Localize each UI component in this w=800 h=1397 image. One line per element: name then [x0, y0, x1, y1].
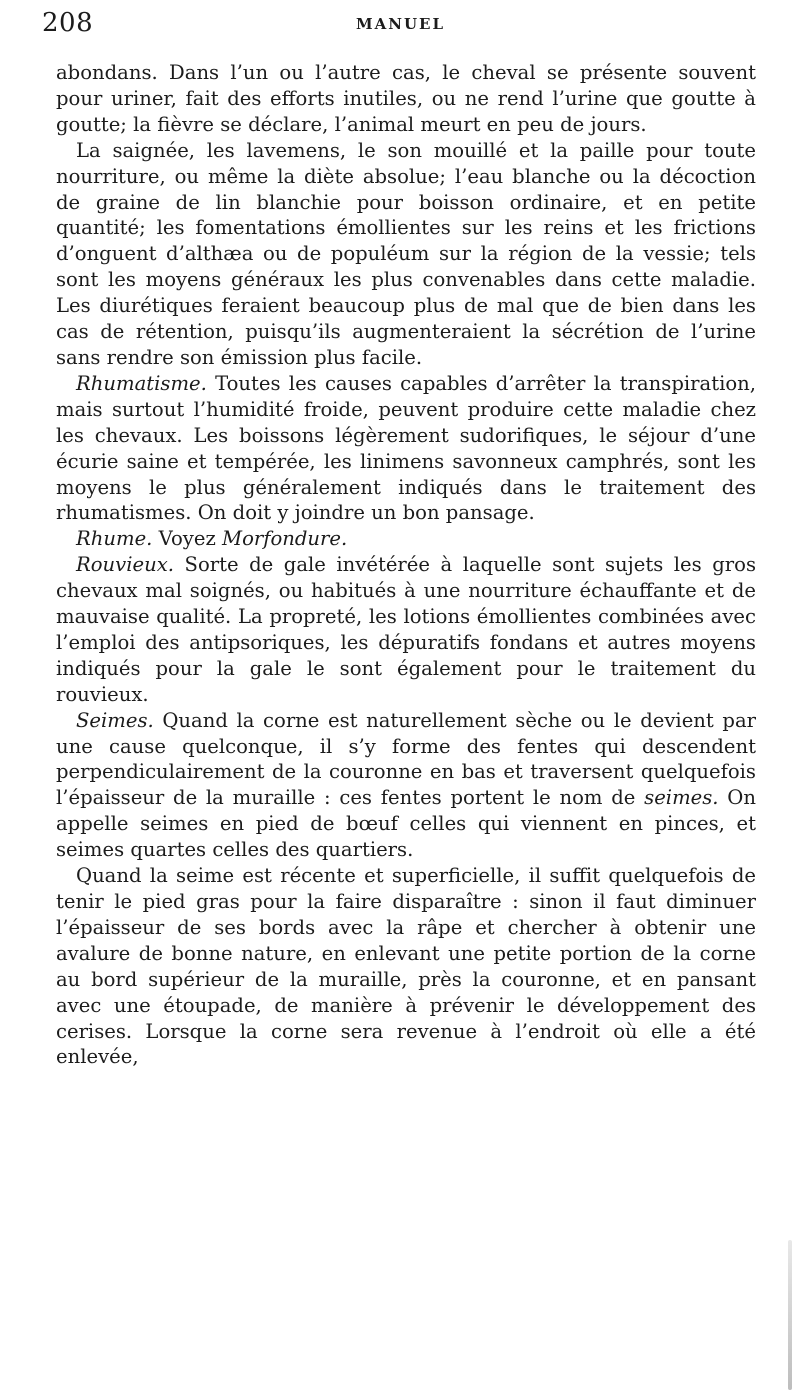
page-header	[42, 0, 756, 60]
entry-term-seimes: Seimes.	[76, 708, 154, 732]
paragraph-text-tail: On appelle seimes en pied de bœuf celles qui viennent en pinces, et seimes quartes celles des quartiers.	[56, 786, 756, 862]
page-edge-shadow	[788, 1240, 792, 1390]
page-number: 208	[42, 8, 94, 38]
paragraph-text: abondans. Dans l’un ou l’autre cas, le cheval se présente souvent pour uriner, fait des efforts inutiles, ou ne rend l’urine que goutte à goutte; la fièvre se déclare, l’animal meurt en peu de jours.	[56, 61, 756, 136]
entry-term-rhume: Rhume.	[76, 527, 153, 551]
entry-term-rhumatisme: Rhumatisme.	[76, 371, 207, 395]
paragraph-seimes	[56, 708, 756, 863]
running-head: MANUEL	[356, 15, 446, 33]
body-text	[56, 60, 756, 1070]
cross-reference-morfondure: Morfondure.	[222, 527, 348, 551]
paragraph-text: Quand la seime est récente et superficielle, il suffit quelquefois de tenir le pied gras pour la faire disparaître : sinon il faut diminuer l’épaisseur de ses bords avec la râpe et chercher à obtenir une avalure de bonne nature, en enlevant une petite portion de la corne au bord supérieur de la muraille, près la couronne, et en pansant avec une étoupade, de manière à prévenir le développement des cerises. Lorsque la corne sera revenue à l’endroit où elle a été enlevée,	[56, 864, 756, 1069]
paragraph-text: Quand la corne est naturellement sèche ou le devient par une cause quelconque, il s’y forme des fentes qui descendent perpendiculairement de la couronne en bas et traversent quelquefois l’épaisseur de la muraille : ces fentes portent le nom de	[56, 708, 756, 810]
paragraph-text: Sorte de gale invétérée à laquelle sont sujets les gros chevaux mal soignés, ou habitués à une nourriture échauffante et de mauvaise qualité. La propreté, les lotions émollientes combinées avec l’emploi des antipsoriques, les dépuratifs fondans et autres moyens indiqués pour la gale le sont également pour le traitement du rouvieux.	[56, 553, 756, 706]
paragraph-urine-continuation	[56, 60, 756, 138]
paragraph-text: Toutes les causes capables d’arrêter la transpiration, mais surtout l’humidité froide, peuvent produire cette maladie chez les chevaux. Les boissons légèrement sudorifiques, le séjour d’une écurie saine et tempérée, les linimens savonneux camphrés, sont les moyens le plus généralement indiqués dans le traitement des rhumatismes. On doit y joindre un bon pansage.	[56, 371, 756, 525]
entry-term-rouvieux: Rouvieux.	[76, 553, 174, 577]
paragraph-text: Voyez	[152, 527, 222, 551]
emphasis-seimes: seimes.	[644, 786, 719, 810]
paragraph-rhumatisme	[56, 371, 756, 526]
paragraph-seime-treatment	[56, 863, 756, 1070]
paragraph-rhume	[56, 526, 756, 552]
paragraph-rouvieux	[56, 552, 756, 707]
paragraph-text: La saignée, les lavemens, le son mouillé et la paille pour toute nourriture, ou même la diète absolue; l’eau blanche ou la décoction de graine de lin blanchie pour boisson ordinaire, et en petite quantité; les fomentations émollientes sur les reins et les frictions d’onguent d’althæa ou de populéum sur la région de la vessie; tels sont les moyens généraux les plus convenables dans cette maladie. Les diurétiques feraient beaucoup plus de mal que de bien dans les cas de rétention, puisqu’ils augmenteraient la sécrétion de l’urine sans rendre son émission plus facile.	[56, 138, 756, 369]
paragraph-treatment	[56, 138, 756, 371]
